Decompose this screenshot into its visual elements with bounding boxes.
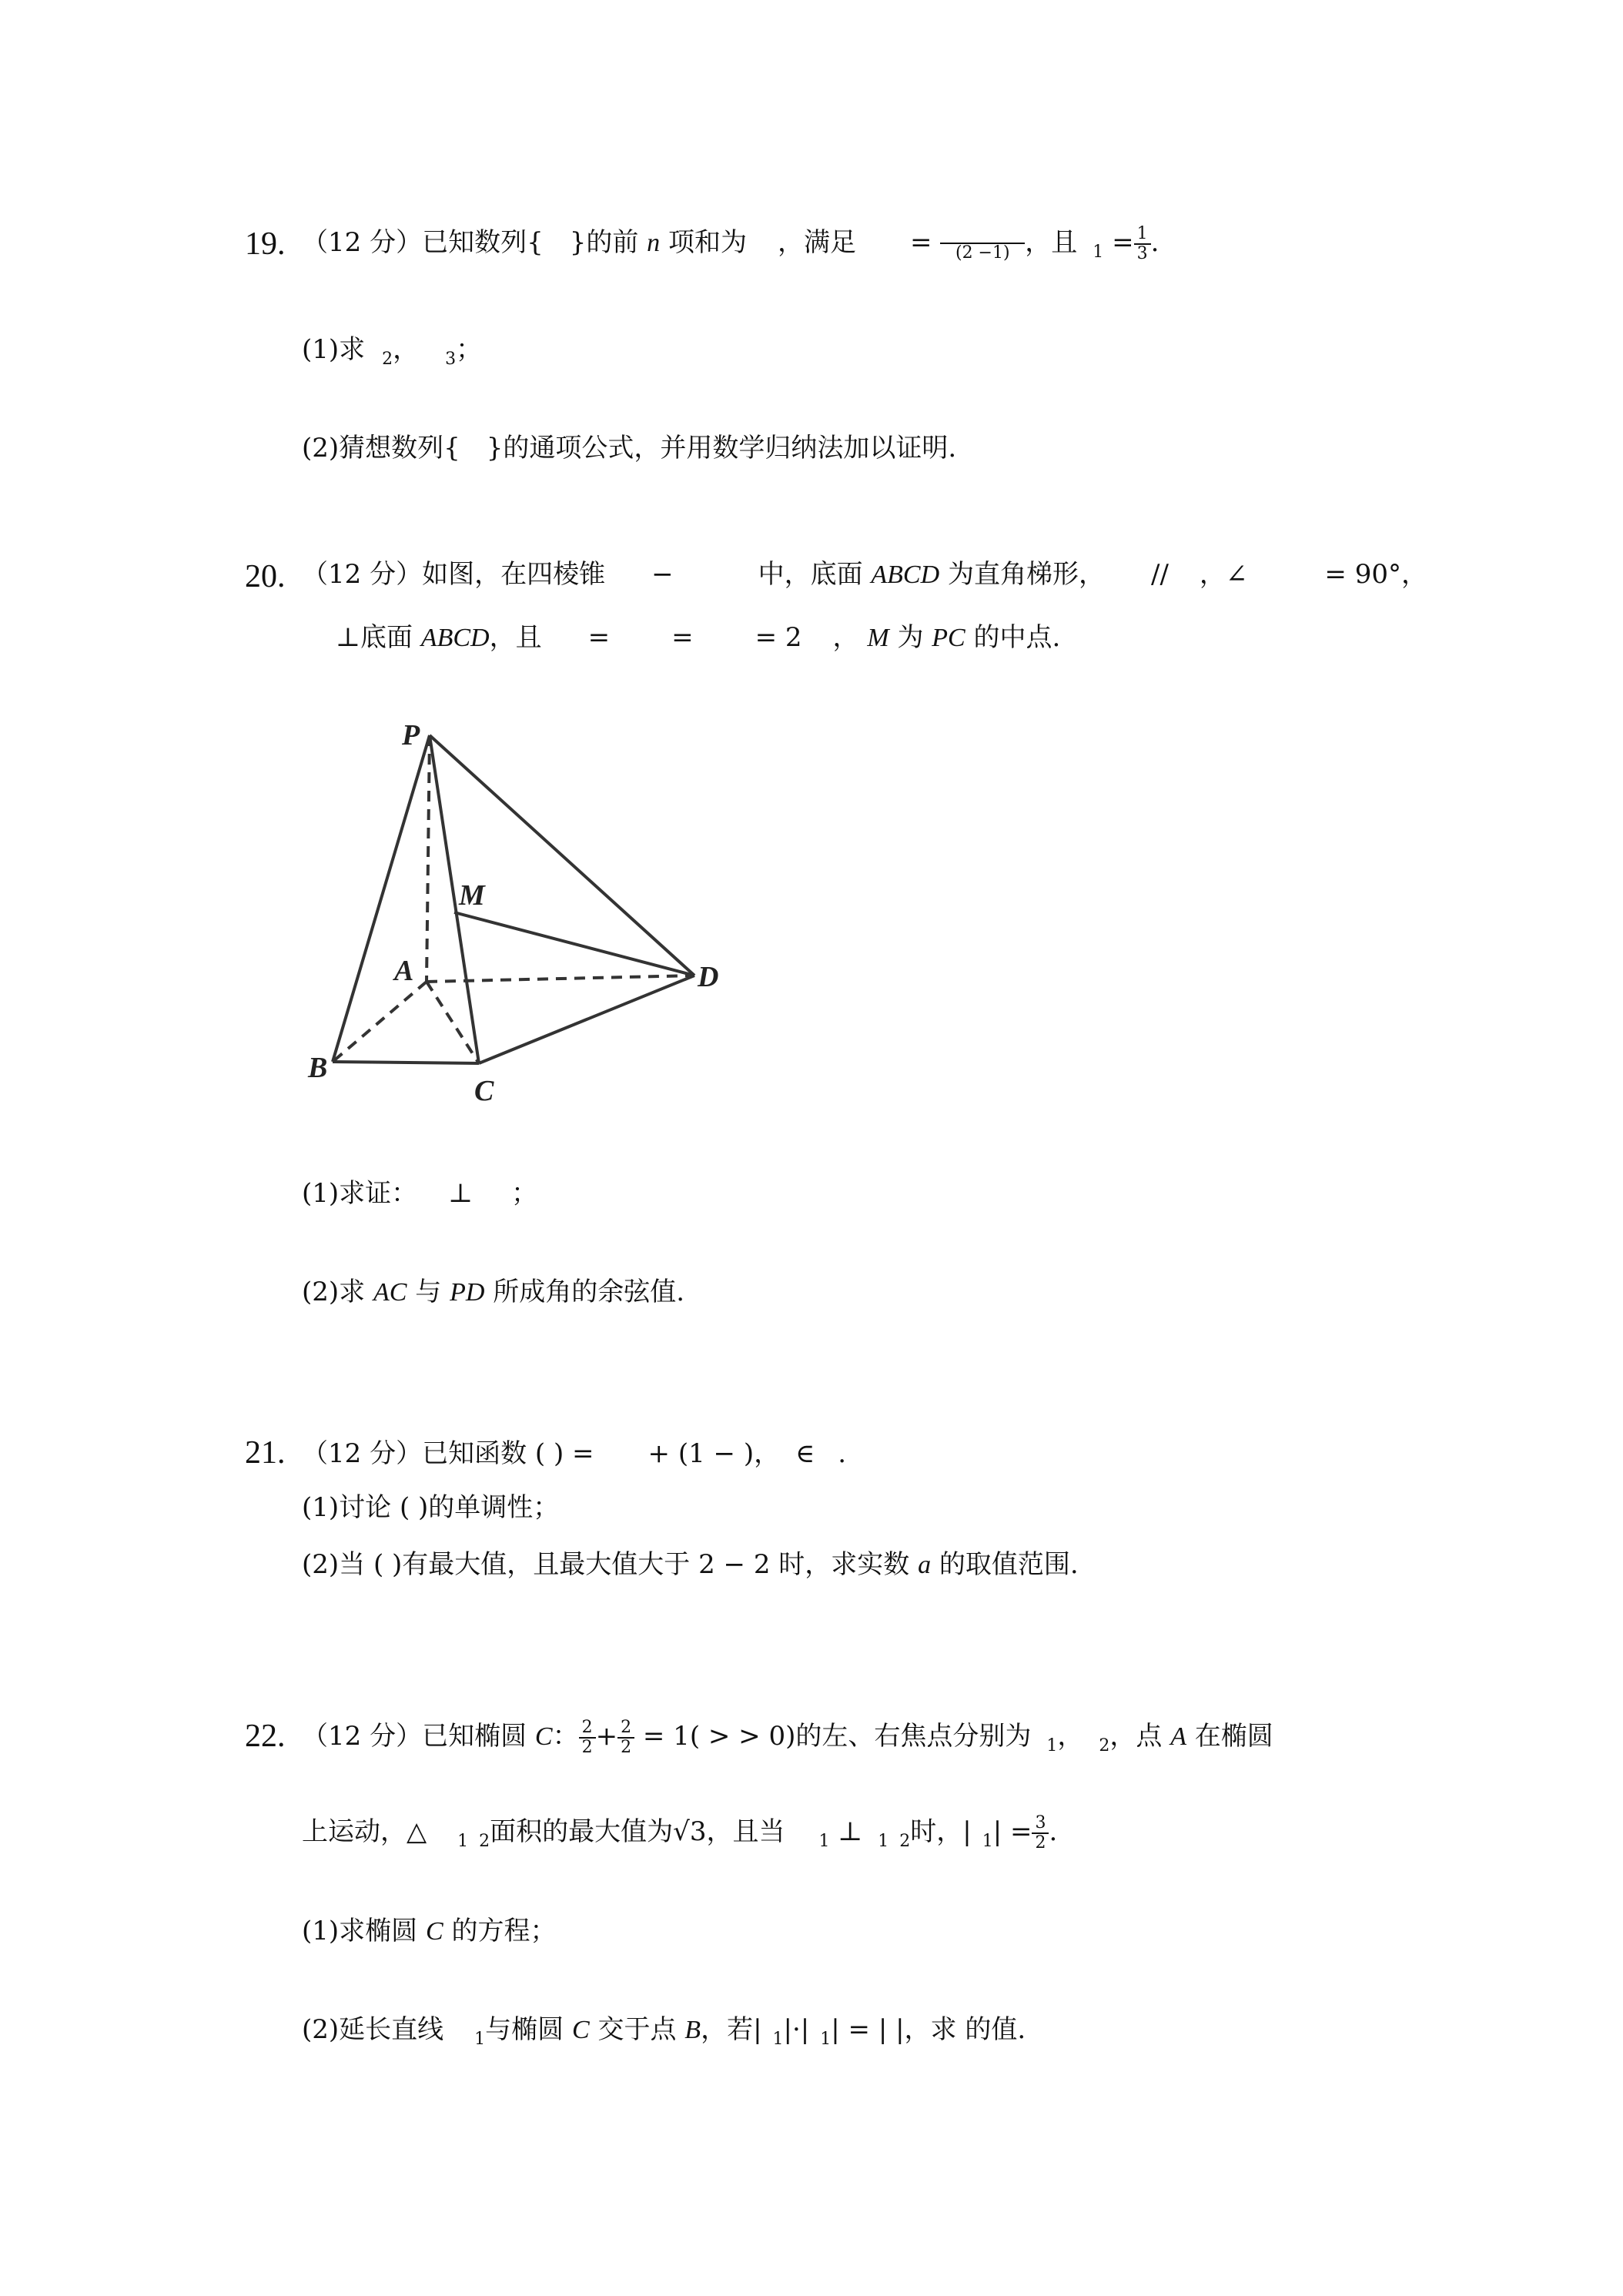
q20-line2-c: ， bbox=[832, 622, 859, 653]
q22-part2-b: 与椭圆 bbox=[485, 2014, 564, 2045]
q22-c: C bbox=[534, 1722, 553, 1751]
label-b: B bbox=[308, 1052, 328, 1084]
q22-part1-a: (1)求椭圆 bbox=[302, 1916, 418, 1946]
q22-c-2: C bbox=[425, 1917, 443, 1946]
q21-line1-b: ( ) = bbox=[534, 1438, 594, 1469]
q20-m: M bbox=[867, 624, 889, 652]
q21-line1-c: + (1 − )， bbox=[648, 1438, 781, 1469]
q22-part2-e: |·| bbox=[783, 2014, 810, 2045]
edge-bc bbox=[333, 1062, 479, 1063]
q22-c-3: C bbox=[571, 2016, 590, 2044]
label-m: M bbox=[459, 879, 485, 912]
q22-line2-perp: ⊥ bbox=[838, 1816, 863, 1847]
pyramid-figure bbox=[300, 720, 747, 1120]
q19-part1-sub2: 2 bbox=[382, 350, 393, 369]
q22-f3-num: 3 bbox=[1032, 1814, 1049, 1834]
q20-part2-a: (2)求 bbox=[302, 1277, 366, 1307]
q20-ac: AC bbox=[373, 1278, 407, 1307]
q22-part1-b: 的方程； bbox=[451, 1916, 557, 1946]
q20-part1-perp: ⊥ bbox=[448, 1178, 474, 1209]
q20-part2 bbox=[302, 1275, 684, 1310]
q19-frac2-num: 1 bbox=[1134, 225, 1151, 245]
q22-p2-sub1: 1 bbox=[474, 2030, 486, 2049]
q20-line2-d: 为 bbox=[897, 622, 924, 653]
q19-fraction-den: (2 −1) bbox=[955, 243, 1010, 263]
q21-a: a bbox=[918, 1551, 932, 1579]
q22-f1-den: 2 bbox=[581, 1738, 593, 1757]
q22-l2-sub3: 1 bbox=[818, 1832, 830, 1851]
q19-stem-e: ，且 bbox=[1025, 227, 1078, 258]
q19-stem-a: （12 分）已知数列{ bbox=[302, 227, 544, 258]
q22-p2-sub2: 1 bbox=[772, 2030, 784, 2049]
q22-f2-den: 2 bbox=[621, 1738, 632, 1757]
q22-line1-c: = 1( > > 0)的左、右焦点分别为 bbox=[642, 1721, 1032, 1752]
q20-line2-e: 的中点. bbox=[973, 622, 1061, 653]
q21-number: 21. bbox=[245, 1435, 286, 1471]
q21-part1: (1)讨论 ( )的单调性； bbox=[302, 1492, 560, 1523]
q20-line2-eq1: = bbox=[587, 622, 611, 653]
q21-part2-a: (2)当 ( )有最大值，且最大值大于 2 − 2 时，求实数 bbox=[302, 1549, 910, 1580]
q22-line1-b: ： bbox=[552, 1721, 579, 1752]
q22-f3-den: 2 bbox=[1035, 1833, 1046, 1853]
q19-part1-c: ； bbox=[456, 334, 483, 365]
q22-fraction3 bbox=[1032, 1814, 1049, 1853]
q19-number: 19. bbox=[245, 226, 286, 262]
q22-sub1: 1 bbox=[1046, 1736, 1058, 1755]
q20-line1-dash: − bbox=[651, 559, 674, 590]
q22-line1-a: （12 分）已知椭圆 bbox=[302, 1721, 527, 1752]
q22-l2-sub4: 1 bbox=[878, 1832, 889, 1851]
q22-part2-d: ，若| bbox=[701, 2014, 762, 2045]
q20-number: 20. bbox=[245, 559, 286, 594]
q20-line2-b: ，且 bbox=[489, 622, 542, 653]
q21-line1-d: ∈ bbox=[795, 1438, 815, 1469]
q21-line1-a: （12 分）已知函数 bbox=[302, 1438, 527, 1469]
q20-line2-a: ⊥底面 bbox=[336, 622, 413, 653]
q22-line2 bbox=[302, 1814, 1057, 1859]
q20-line1-e: = 90°， bbox=[1324, 559, 1427, 590]
q21-line1-e: . bbox=[838, 1438, 847, 1469]
q20-line1-d: ，∠ bbox=[1199, 559, 1248, 590]
edge-ac-hidden bbox=[427, 982, 479, 1063]
q20-line1 bbox=[302, 557, 1427, 592]
q19-fraction bbox=[940, 226, 1025, 263]
q22-line2-d: | = bbox=[992, 1816, 1032, 1847]
q22-f1-num: 2 bbox=[579, 1719, 596, 1739]
q20-part2-b: 与 bbox=[415, 1277, 442, 1307]
q19-part1 bbox=[302, 333, 482, 377]
q22-line1-d: ， bbox=[1057, 1721, 1084, 1752]
q20-part1-b: ； bbox=[511, 1178, 538, 1209]
q22-number: 22. bbox=[245, 1719, 286, 1754]
label-d: D bbox=[698, 961, 719, 993]
q22-part2-a: (2)延长直线 bbox=[302, 2014, 444, 2045]
q19-end: . bbox=[1150, 227, 1160, 258]
q20-part2-c: 所成角的余弦值. bbox=[493, 1277, 685, 1307]
q20-part1 bbox=[302, 1176, 537, 1210]
edge-cd bbox=[479, 976, 694, 1063]
q20-line1-c: 为直角梯形， bbox=[947, 559, 1105, 590]
q22-fraction1 bbox=[579, 1719, 596, 1757]
q22-p2-sub3: 1 bbox=[820, 2030, 832, 2049]
q22-line1-f: 在椭圆 bbox=[1194, 1721, 1273, 1752]
q19-eq: = bbox=[909, 227, 932, 258]
q22-line2-c: 时，| bbox=[910, 1816, 972, 1847]
q20-line1-b: 中，底面 bbox=[758, 559, 863, 590]
q22-line2-a: 上运动，△ bbox=[302, 1816, 427, 1847]
q22-part2-f: | = | |，求 的值. bbox=[831, 2014, 1026, 2045]
q19-stem-b: }的前 bbox=[569, 227, 639, 258]
label-c: C bbox=[474, 1075, 494, 1107]
q21-part2 bbox=[302, 1548, 1079, 1582]
q20-pc: PC bbox=[932, 624, 965, 652]
q22-part1 bbox=[302, 1914, 556, 1949]
edge-pa-hidden bbox=[427, 735, 430, 982]
q22-l2-sub2: 2 bbox=[479, 1832, 490, 1851]
q22-plus: + bbox=[595, 1721, 618, 1752]
q19-n: n bbox=[647, 229, 661, 257]
q19-frac2-den: 3 bbox=[1136, 244, 1148, 263]
q19-sub1: 1 bbox=[1093, 243, 1104, 262]
q19-part1-a: (1)求 bbox=[302, 334, 366, 365]
q20-line2 bbox=[336, 621, 1060, 655]
q21-part2-b: 的取值范围. bbox=[939, 1549, 1079, 1580]
q19-stem-d: ，满足 bbox=[777, 227, 856, 258]
q22-line2-b: 面积的最大值为√3，且当 bbox=[490, 1816, 785, 1847]
edge-pb bbox=[333, 735, 430, 1062]
q19-part2-a: (2)猜想数列{ bbox=[302, 433, 460, 464]
q22-b: B bbox=[684, 2016, 701, 2044]
q22-fraction2 bbox=[617, 1719, 634, 1757]
q21-line1 bbox=[302, 1437, 846, 1471]
q22-l2-sub1: 1 bbox=[457, 1832, 469, 1851]
q20-abcd-2: ABCD bbox=[420, 624, 490, 652]
q19-part2-b: }的通项公式，并用数学归纳法加以证明. bbox=[486, 433, 957, 464]
q19-fraction2 bbox=[1134, 225, 1151, 263]
q19-stem-c: 项和为 bbox=[668, 227, 747, 258]
q20-line2-eq3: = 2 bbox=[755, 622, 802, 653]
q20-line1-a: （12 分）如图，在四棱锥 bbox=[302, 559, 606, 590]
label-a: A bbox=[394, 955, 414, 987]
q22-part2-c: 交于点 bbox=[597, 2014, 677, 2045]
q22-line2-e: . bbox=[1049, 1816, 1058, 1847]
q19-part2 bbox=[302, 431, 956, 465]
q20-line2-eq2: = bbox=[671, 622, 694, 653]
q20-part1-a: (1)求证： bbox=[302, 1178, 418, 1209]
q22-part2 bbox=[302, 2013, 1026, 2057]
q19-part1-b: ， bbox=[393, 334, 420, 365]
q22-l2-sub5: 2 bbox=[899, 1832, 911, 1851]
q20-line1-par: // bbox=[1150, 559, 1169, 590]
edge-ab-hidden bbox=[333, 982, 427, 1062]
label-p: P bbox=[402, 720, 420, 751]
q22-point-a: A bbox=[1170, 1722, 1186, 1751]
q19-eq2: = bbox=[1112, 227, 1134, 258]
q22-f2-num: 2 bbox=[617, 1719, 634, 1739]
q20-pd: PD bbox=[450, 1278, 485, 1307]
q22-line1-e: ，点 bbox=[1109, 1721, 1163, 1752]
q20-abcd: ABCD bbox=[871, 561, 940, 589]
q22-sub2: 2 bbox=[1099, 1736, 1110, 1755]
q19-stem bbox=[302, 225, 1159, 269]
q22-l2-sub6: 1 bbox=[982, 1832, 993, 1851]
q19-part1-sub3: 3 bbox=[445, 350, 457, 369]
q22-line1 bbox=[302, 1719, 1273, 1763]
